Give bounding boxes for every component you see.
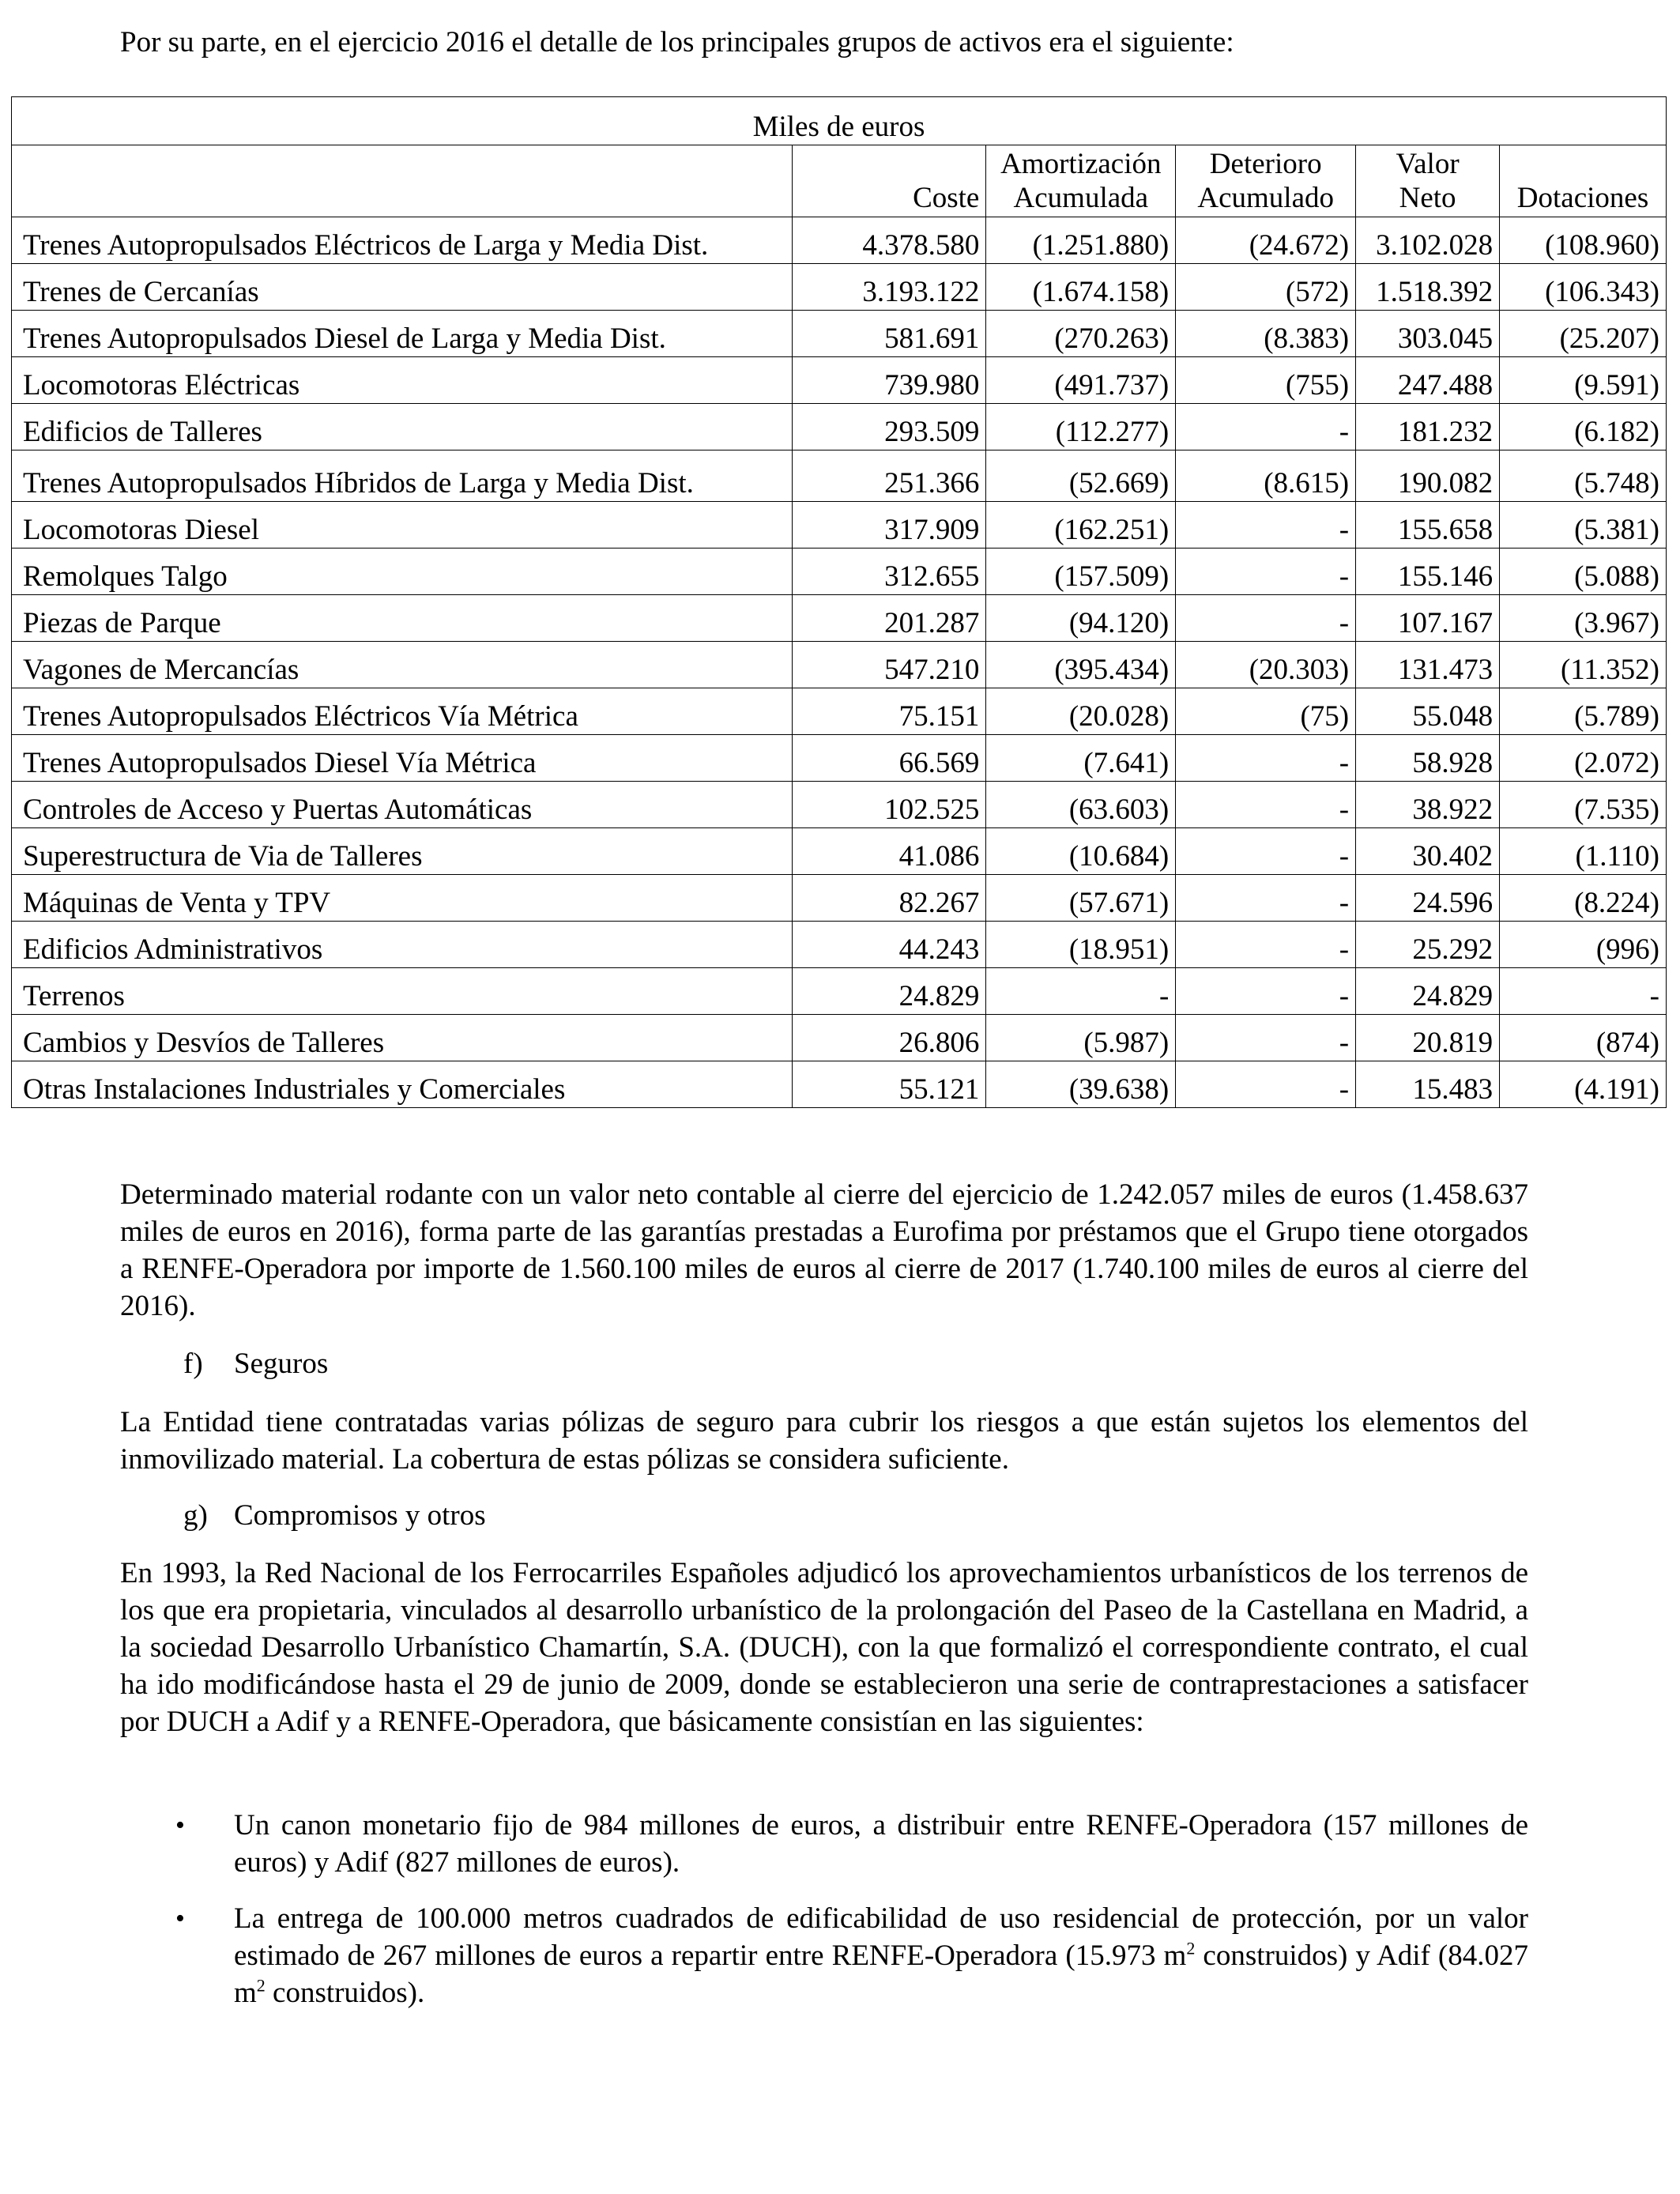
row-name: Trenes de Cercanías: [12, 264, 793, 311]
cell-amortizacion: (270.263): [986, 311, 1176, 357]
cell-amortizacion: (10.684): [986, 828, 1176, 875]
cell-dotaciones: (6.182): [1500, 404, 1667, 450]
table-row: [12, 1015, 1667, 1061]
cell-deterioro: -: [1176, 502, 1356, 548]
cell-coste: 55.121: [792, 1061, 986, 1108]
table-row: [12, 217, 1667, 264]
cell-coste: 317.909: [792, 502, 986, 548]
cell-amortizacion: (157.509): [986, 548, 1176, 595]
table-row: [12, 502, 1667, 548]
cell-valor-neto: 3.102.028: [1356, 217, 1500, 264]
header-dotaciones: Dotaciones: [1500, 145, 1667, 217]
cell-valor-neto: 15.483: [1356, 1061, 1500, 1108]
table-row: [12, 642, 1667, 688]
cell-coste: 26.806: [792, 1015, 986, 1061]
cell-coste: 4.378.580: [792, 217, 986, 264]
cell-amortizacion: (94.120): [986, 595, 1176, 642]
cell-dotaciones: (25.207): [1500, 311, 1667, 357]
table-body: [12, 217, 1667, 1108]
row-name: Edificios de Talleres: [12, 404, 793, 450]
cell-valor-neto: 131.473: [1356, 642, 1500, 688]
cell-dotaciones: (996): [1500, 922, 1667, 968]
assets-table: [11, 96, 1667, 1108]
cell-coste: 293.509: [792, 404, 986, 450]
cell-valor-neto: 190.082: [1356, 450, 1500, 502]
cell-coste: 44.243: [792, 922, 986, 968]
cell-valor-neto: 24.829: [1356, 968, 1500, 1015]
row-name: Controles de Acceso y Puertas Automáticas: [12, 782, 793, 828]
cell-coste: 547.210: [792, 642, 986, 688]
table-row: [12, 688, 1667, 735]
cell-dotaciones: (5.088): [1500, 548, 1667, 595]
cell-deterioro: (20.303): [1176, 642, 1356, 688]
row-name: Trenes Autopropulsados Diesel Vía Métrica: [12, 735, 793, 782]
cell-dotaciones: (874): [1500, 1015, 1667, 1061]
cell-dotaciones: (3.967): [1500, 595, 1667, 642]
row-name: Edificios Administrativos: [12, 922, 793, 968]
cell-deterioro: -: [1176, 404, 1356, 450]
table-row: [12, 782, 1667, 828]
cell-amortizacion: (395.434): [986, 642, 1176, 688]
cell-amortizacion: (1.674.158): [986, 264, 1176, 311]
cell-dotaciones: (106.343): [1500, 264, 1667, 311]
table-row: [12, 548, 1667, 595]
cell-deterioro: -: [1176, 595, 1356, 642]
cell-deterioro: (75): [1176, 688, 1356, 735]
cell-deterioro: -: [1176, 922, 1356, 968]
row-name: Máquinas de Venta y TPV: [12, 875, 793, 922]
cell-coste: 75.151: [792, 688, 986, 735]
cell-dotaciones: (1.110): [1500, 828, 1667, 875]
table-row: [12, 450, 1667, 502]
cell-valor-neto: 38.922: [1356, 782, 1500, 828]
cell-amortizacion: (5.987): [986, 1015, 1176, 1061]
cell-dotaciones: (5.748): [1500, 450, 1667, 502]
cell-coste: 102.525: [792, 782, 986, 828]
cell-deterioro: -: [1176, 735, 1356, 782]
table-row: [12, 1061, 1667, 1108]
cell-deterioro: (572): [1176, 264, 1356, 311]
cell-deterioro: -: [1176, 828, 1356, 875]
row-name: Cambios y Desvíos de Talleres: [12, 1015, 793, 1061]
cell-coste: 201.287: [792, 595, 986, 642]
cell-deterioro: -: [1176, 782, 1356, 828]
intro-text: Por su parte, en el ejercicio 2016 el detalle de los principales grupos de activos era el siguiente:: [120, 26, 1234, 58]
cell-amortizacion: (18.951): [986, 922, 1176, 968]
cell-valor-neto: 107.167: [1356, 595, 1500, 642]
row-name: Trenes Autopropulsados Diesel de Larga y Media Dist.: [12, 311, 793, 357]
header-amortizacion: Amortización Acumulada: [986, 145, 1176, 217]
bullet-1-text: Un canon monetario fijo de 984 millones de euros, a distribuir entre RENFE-Operadora (157 millones de euros) y Adif (827 millones de euros).: [234, 1809, 1528, 1879]
row-name: Trenes Autopropulsados Eléctricos de Larga y Media Dist.: [12, 217, 793, 264]
cell-amortizacion: (52.669): [986, 450, 1176, 502]
row-name: Remolques Talgo: [12, 548, 793, 595]
paragraph-compromisos: En 1993, la Red Nacional de los Ferrocarriles Españoles adjudicó los aprovechamientos urbanísticos de los terrenos de los que era propietaria, vinculados al desarrollo urbanístico de la prolongación del Paseo de la Castellana en Madrid, a la sociedad Desarrollo Urbanístico Chamartín, S.A. (DUCH), con la que formalizó el correspondiente contrato, el cual ha ido modificándose hasta el 29 de junio de 2009, donde se establecieron una serie de contraprestaciones a satisfacer por DUCH a Adif y a RENFE-Operadora, que básicamente consistían en las siguientes:: [120, 1557, 1528, 1738]
table-row: [12, 735, 1667, 782]
table-row: [12, 828, 1667, 875]
cell-coste: 24.829: [792, 968, 986, 1015]
cell-valor-neto: 155.146: [1356, 548, 1500, 595]
table-row: [12, 357, 1667, 404]
cell-valor-neto: 1.518.392: [1356, 264, 1500, 311]
cell-valor-neto: 247.488: [1356, 357, 1500, 404]
bullet-1-icon: •: [175, 1811, 185, 1840]
row-name: Trenes Autopropulsados Híbridos de Larga y Media Dist.: [12, 450, 793, 502]
cell-valor-neto: 155.658: [1356, 502, 1500, 548]
section-heading-seguros: f) Seguros: [183, 1348, 329, 1380]
cell-amortizacion: (63.603): [986, 782, 1176, 828]
cell-coste: 66.569: [792, 735, 986, 782]
row-name: Locomotoras Eléctricas: [12, 357, 793, 404]
cell-deterioro: -: [1176, 1061, 1356, 1108]
cell-deterioro: -: [1176, 875, 1356, 922]
cell-coste: 41.086: [792, 828, 986, 875]
cell-amortizacion: (112.277): [986, 404, 1176, 450]
cell-deterioro: (8.615): [1176, 450, 1356, 502]
section-heading-compromisos: g) Compromisos y otros: [183, 1499, 486, 1532]
paragraph-guarantees: Determinado material rodante con un valor neto contable al cierre del ejercicio de 1.242.057 miles de euros (1.458.637 miles de euros en 2016), forma parte de las garantías prestadas a Eurofima por préstamos que el Grupo tiene otorgados a RENFE-Operadora por importe de 1.560.100 miles de euros al cierre de 2017 (1.740.100 miles de euros al cierre del 2016).: [120, 1178, 1528, 1322]
cell-amortizacion: (20.028): [986, 688, 1176, 735]
cell-dotaciones: (11.352): [1500, 642, 1667, 688]
cell-valor-neto: 20.819: [1356, 1015, 1500, 1061]
cell-deterioro: -: [1176, 548, 1356, 595]
cell-amortizacion: (7.641): [986, 735, 1176, 782]
cell-valor-neto: 181.232: [1356, 404, 1500, 450]
cell-coste: 581.691: [792, 311, 986, 357]
cell-dotaciones: (9.591): [1500, 357, 1667, 404]
cell-valor-neto: 303.045: [1356, 311, 1500, 357]
cell-amortizacion: -: [986, 968, 1176, 1015]
cell-amortizacion: (57.671): [986, 875, 1176, 922]
cell-coste: 3.193.122: [792, 264, 986, 311]
row-name: Terrenos: [12, 968, 793, 1015]
cell-dotaciones: (7.535): [1500, 782, 1667, 828]
cell-amortizacion: (491.737): [986, 357, 1176, 404]
table-row: [12, 922, 1667, 968]
cell-amortizacion: (39.638): [986, 1061, 1176, 1108]
cell-dotaciones: (5.789): [1500, 688, 1667, 735]
table-row: [12, 264, 1667, 311]
cell-dotaciones: (108.960): [1500, 217, 1667, 264]
cell-valor-neto: 58.928: [1356, 735, 1500, 782]
cell-dotaciones: (4.191): [1500, 1061, 1667, 1108]
cell-valor-neto: 25.292: [1356, 922, 1500, 968]
bullet-2-text: La entrega de 100.000 metros cuadrados de edificabilidad de uso residencial de protección, por un valor estimado de 267 millones de euros a repartir entre RENFE-Operadora (15.973 $m^2$ construidos) y Adif (84.027 $m^2$ construidos).: [234, 1902, 1528, 2009]
paragraph-seguros: La Entidad tiene contratadas varias pólizas de seguro para cubrir los riesgos a que están sujetos los elementos del inmovilizado material. La cobertura de estas pólizas se considera suficiente.: [120, 1406, 1528, 1476]
cell-deterioro: (24.672): [1176, 217, 1356, 264]
cell-valor-neto: 55.048: [1356, 688, 1500, 735]
cell-amortizacion: (1.251.880): [986, 217, 1176, 264]
table-row: [12, 968, 1667, 1015]
cell-coste: 82.267: [792, 875, 986, 922]
table-row: [12, 404, 1667, 450]
bullet-2-icon: •: [175, 1904, 185, 1933]
row-name: Otras Instalaciones Industriales y Comerciales: [12, 1061, 793, 1108]
cell-dotaciones: -: [1500, 968, 1667, 1015]
cell-deterioro: -: [1176, 968, 1356, 1015]
cell-dotaciones: (8.224): [1500, 875, 1667, 922]
row-name: Piezas de Parque: [12, 595, 793, 642]
table-row: [12, 595, 1667, 642]
header-deterioro: Deterioro Acumulado: [1176, 145, 1356, 217]
cell-dotaciones: (2.072): [1500, 735, 1667, 782]
cell-deterioro: -: [1176, 1015, 1356, 1061]
cell-coste: 739.980: [792, 357, 986, 404]
table-caption: Miles de euros: [12, 97, 1667, 145]
header-blank: [12, 145, 793, 217]
cell-dotaciones: (5.381): [1500, 502, 1667, 548]
cell-valor-neto: 30.402: [1356, 828, 1500, 875]
table-row: [12, 875, 1667, 922]
row-name: Locomotoras Diesel: [12, 502, 793, 548]
header-valor-neto: Valor Neto: [1356, 145, 1500, 217]
header-coste: Coste: [792, 145, 986, 217]
cell-deterioro: (8.383): [1176, 311, 1356, 357]
cell-amortizacion: (162.251): [986, 502, 1176, 548]
row-name: Vagones de Mercancías: [12, 642, 793, 688]
row-name: Superestructura de Via de Talleres: [12, 828, 793, 875]
cell-coste: 251.366: [792, 450, 986, 502]
cell-valor-neto: 24.596: [1356, 875, 1500, 922]
cell-coste: 312.655: [792, 548, 986, 595]
table-row: [12, 311, 1667, 357]
row-name: Trenes Autopropulsados Eléctricos Vía Métrica: [12, 688, 793, 735]
cell-deterioro: (755): [1176, 357, 1356, 404]
